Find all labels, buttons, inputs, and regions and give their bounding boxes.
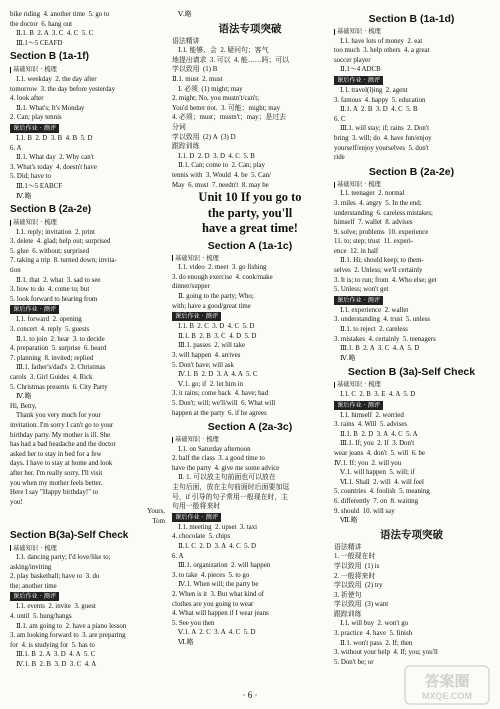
answer-line: Ⅰ.1. events 2. invite 3. guest (16, 603, 96, 611)
answer-line: 5. Unless; won't get (334, 286, 389, 294)
answer-line: 地提出请求 3. 可以 4. 能……吗；可以 (172, 56, 290, 64)
answer-line: Ⅰ.1. B 2. C 3. D 4. C 5. D (178, 323, 255, 331)
answer-line: Ⅰ.1. D 2. D 3. D 4. C 5. B (178, 152, 255, 160)
answer-line: 5. glue 6. without; surprised (10, 247, 90, 255)
answer-line: Thank you very much for your (16, 412, 101, 420)
answer-line: 7. taking a trip 8. turned down; invita- (10, 257, 117, 265)
answer-line: You'd better not. 3. 可能；might; may (172, 104, 281, 112)
answer-line: 主句后面，放在主句前面时后面要加逗 (172, 484, 290, 492)
answer-line: Ⅳ.略 (340, 354, 356, 362)
subsection-label-text: 基础知识 · 梳理 (337, 381, 381, 389)
answer-line: 3. mistakes 4. certainly 5. teenagers (334, 335, 436, 343)
answer-line: Ⅱ.1. B 2. B 3. C 4. D 5. D (178, 332, 257, 340)
answer-column-1 (10, 10, 165, 670)
answer-line: Ⅰ.1. forward 2. opening (16, 316, 82, 324)
answer-line: soccer player (334, 56, 371, 64)
answer-line: Ⅰ. 必须 (1) might; may (178, 85, 243, 93)
answer-line: 4. chocolate 5. chips (172, 533, 231, 541)
subsection-label (10, 544, 165, 554)
answer-line: Ⅱ. 1. 可以放主句前面也可以放在 (178, 474, 276, 482)
answer-line: Ⅲ.1. will stay; if; rains 2. Don't (340, 125, 430, 133)
homework-tag: 课后作业 · 测评 (10, 592, 59, 601)
answer-line: birthday party. My mother is ill. She (10, 431, 111, 439)
subsection-label-text: 基础知识 · 梳理 (13, 66, 57, 74)
answer-line: Ⅰ.1. himself 2. worried (340, 411, 404, 419)
answer-line: 5. look forward to hearing from (10, 295, 98, 303)
bar-marker (10, 220, 11, 226)
answer-line: May 6. must 7. needn't 8. may be (172, 181, 269, 189)
answer-line: Ⅱ.1. to join 2. hear 3. to decide (16, 335, 105, 343)
answer-line: Ⅱ.1. am going to 2. have a piano lesson (16, 622, 127, 630)
unit-title: Unit 10 If you go to (198, 190, 302, 205)
answer-line: Ⅰ.1. B 2. D 3. B 4. B 5. D (16, 134, 93, 142)
answer-line: tion (10, 267, 21, 275)
answer-line: Ⅳ.1. When will; the party be (178, 581, 259, 589)
watermark-logo (404, 665, 490, 705)
section-heading: 语法专项突破 (218, 22, 282, 35)
answer-line: days. I have to stay at home and look (10, 460, 113, 468)
homework-tag-row (172, 512, 328, 523)
answer-line: 9. should 10. will say (334, 507, 395, 515)
subsection-label-text: 基础知识 · 梳理 (175, 436, 219, 444)
answer-line: wear jeans 4. don't 5. will 6. be (334, 449, 425, 457)
answer-line: Ⅱ.1. must 2. must (172, 75, 223, 83)
answer-line: Ⅱ.1. Can; come to 2. Can; play (178, 162, 265, 170)
answer-line: 5. countries 4. foolish 5. meaning (334, 488, 430, 496)
answer-line: 3. miles 4. angry 5. In the end; (334, 199, 422, 207)
answer-line: Ⅴ.1. go; if 2. let him in (178, 380, 244, 388)
answer-line: 6. differently 7. on 8. waiting (334, 497, 419, 505)
answer-line: has had a bad headache and the doctor (10, 441, 116, 449)
bar-marker (334, 29, 335, 35)
answer-line: Ⅲ.1～5 EABCF (16, 182, 63, 190)
homework-tag-row (10, 123, 165, 134)
answer-line: with; have a good/great time (172, 302, 251, 310)
answer-line: Ⅵ.1. Shall 2. will 4. will feel (340, 478, 424, 486)
bar-marker (172, 255, 173, 261)
answer-line: bring 3. will; do 4. have fun/enjoy (334, 134, 432, 142)
answer-line: 3. without your help 4. If; you; you'll (334, 649, 438, 657)
answer-line: 3. It is; to run; from 4. Who else; get (334, 276, 437, 284)
answer-line: 4. 必须；must；mustn't；may；是过去 (172, 114, 287, 122)
answer-line: Ⅱ.1. won't pass 2. If; then (340, 639, 413, 647)
section-heading: Section B(3a)-Self Check (10, 529, 129, 541)
homework-tag-row (334, 400, 489, 411)
answer-line: 1. 一般现在时 (334, 553, 376, 561)
answer-line: the doctor 6. hang out (10, 20, 73, 28)
page-number: · 6 · (242, 690, 258, 700)
bar-marker (334, 182, 335, 188)
answer-line: ence 12. in half (334, 247, 379, 255)
answer-line: Ⅴ.1. will happen 5. will; if (340, 469, 415, 477)
answer-line: Ⅰ.1. meeting 2. upset 3. taxi (178, 523, 258, 531)
answer-line: 4. until 5. hung/hangs (10, 613, 72, 621)
answer-line: 3. do enough exercise 4. cook/make (172, 273, 273, 281)
homework-tag-row (334, 75, 489, 86)
answer-line: Ⅶ.略 (340, 517, 358, 525)
answer-line: Hi, Betty, (10, 402, 37, 410)
answer-line: bike riding 4. another time 5. go to (10, 11, 110, 18)
answer-line: 学以致用 (1) is (334, 562, 380, 570)
answer-line: 2. Can; play tennis (10, 114, 62, 122)
answer-line: Ⅰ.1. weekday 2. the day after (16, 75, 97, 83)
answer-line: Ⅱ.1. that 2. what 3. sad to see (16, 276, 101, 284)
unit-title: have a great time! (202, 221, 298, 236)
answer-line: have the party 4. give me some advice (172, 464, 280, 472)
answer-line: after her. I'm really sorry. I'll visit (10, 469, 103, 477)
answer-line: Ⅴ.1. A 2. C 3. A 4. C 5. D (178, 629, 256, 637)
answer-line: 学以致用 (1) B (172, 66, 218, 74)
unit-title: the party, you'll (207, 205, 293, 220)
answer-line: the; another time (10, 582, 57, 590)
answer-line: Ⅴ.略 (178, 11, 192, 18)
subsection-label-text: 基础知识 · 梳理 (337, 28, 381, 35)
homework-tag: 课后作业 · 测评 (334, 296, 383, 305)
answer-line: 2. 一般将来时 (334, 572, 376, 580)
answer-line: asked her to stay in bed for a few (10, 450, 102, 458)
answer-line: happen at the party 6. if he agrees (172, 409, 267, 417)
answer-line: Ⅰ.1. C 2. B 3. E 4. A 5. D (340, 391, 416, 398)
subsection-label (10, 65, 165, 75)
answer-line: Ⅰ.1. will buy 2. won't go (340, 620, 409, 628)
answer-line: 分词 (172, 123, 186, 131)
subsection-label (172, 254, 328, 264)
answer-line: 6. A (172, 552, 184, 560)
answer-line: 语法精讲 (334, 543, 362, 551)
answer-line: dinner/supper (172, 283, 210, 291)
answer-line: 3. 祈使句 (334, 591, 362, 599)
answer-line: 学以致用 (2) try (334, 582, 383, 590)
answer-line: 学以致用 (3) want (334, 601, 389, 609)
section-heading: Section B (2a-2e) (368, 165, 455, 178)
answer-line: ride (334, 154, 345, 162)
answer-line: Ⅱ.1. Hi; should keep; to them- (340, 257, 424, 265)
answer-line: Ⅱ.1～4 ADCB (340, 66, 381, 74)
answer-line: Ⅳ.1. B 2. D 3. A 4. A 5. C (178, 371, 258, 379)
subsection-label-text: 基础知识 · 梳理 (337, 180, 381, 188)
subsection-label-text: 基础知识 · 梳理 (175, 254, 219, 262)
section-heading: Section A (2a-3c) (207, 421, 293, 434)
answer-line: Ⅱ.1. What's; It's Monday (16, 104, 85, 112)
answer-line: 5. Don't; will; we'll/will 6. What will (172, 399, 276, 407)
answer-line: Ⅳ.略 (16, 393, 32, 401)
bar-marker (10, 545, 11, 551)
subsection-label-text: 基础知识 · 梳理 (13, 544, 57, 552)
answer-line: 11. to; step; trust 11. experi- (334, 238, 414, 246)
answer-line: 4. What will happen if I wear jeans (172, 610, 269, 618)
answer-line: 跟踪训练 (334, 610, 362, 618)
homework-tag: 课后作业 · 测评 (10, 305, 59, 314)
answer-column-3 (334, 10, 489, 667)
answer-line: 3. how to do 4. come to; but (10, 286, 90, 294)
answer-line: 5. Don't have; will ask (172, 361, 234, 369)
homework-tag: 课后作业 · 测评 (172, 513, 221, 522)
answer-line: 3. understanding 4. trust 5. unless (334, 316, 431, 324)
subsection-label (334, 380, 489, 390)
answer-line: Ⅰ.1. teenager 2. normal (340, 190, 405, 198)
answer-line: Ⅱ.1. B 2. A 3. C 4. C 5. C (16, 30, 94, 38)
answer-line: 3. rains 4. Will 5. advises (334, 421, 408, 429)
homework-tag: 课后作业 · 测评 (10, 124, 59, 133)
answer-line: Ⅲ.1～5 CEAFD (16, 39, 63, 47)
answer-line: 7. planning 8. invited; replied (10, 354, 94, 362)
answer-line: 2. play basketball; have to 3. do (10, 573, 100, 581)
homework-tag: 课后作业 · 测评 (334, 401, 383, 410)
answer-line: Here I say "Happy birthday!" to (10, 489, 99, 497)
answer-line: asking/inviting (10, 563, 52, 571)
svg-text:MXQE.COM: MXQE.COM (421, 691, 473, 701)
section-heading: 语法专项突破 (380, 528, 443, 541)
answer-line: yourself/enjoy yourselves 5. don't (334, 144, 429, 152)
answer-line: Ⅳ.略 (16, 192, 32, 200)
section-heading: Section A (1a-1c) (207, 239, 293, 252)
answer-line: Ⅰ.1. have lots of money 2. eat (340, 37, 423, 45)
bar-marker (10, 67, 11, 73)
answer-line: Ⅰ.1. travel(l)ing 2. agent (340, 86, 408, 94)
answer-line: 5. See you then (172, 619, 215, 627)
answer-line: tennis with 3. Would 4. be 5. Can/ (172, 171, 272, 179)
answer-line: Ⅰ.1. video 2. meet 3. go fishing (178, 264, 267, 272)
homework-tag: 课后作业 · 测评 (172, 312, 221, 321)
answer-line: 3. am looking forward to 3. are preparing (10, 632, 126, 640)
answer-line: 学以致用 (2) A (3) D (172, 133, 236, 141)
answer-line: selves 2. Unless; we'll certainly (334, 267, 423, 275)
answer-line: Ⅰ.1. experience 2. wallet (340, 306, 409, 314)
homework-tag-row (334, 295, 489, 306)
subsection-label-text: 基础知识 · 梳理 (13, 219, 57, 227)
answer-line: 3. What's today 4. doesn't have (10, 163, 97, 171)
subsection-label (172, 435, 328, 445)
answer-line: you! (10, 498, 23, 506)
homework-tag-row (172, 311, 328, 322)
answer-line: 3. will happen 4. arrives (172, 351, 241, 359)
answer-line: Ⅰ.1. 能够、会 2. 疑问句；客气 (178, 47, 269, 55)
answer-line: Ⅲ.1. passes 2. will take (178, 342, 246, 350)
homework-tag: 课后作业 · 测评 (334, 76, 383, 85)
answer-line: 5. Did; have to (10, 173, 51, 181)
answer-line: Ⅱ.1. to reject 2. careless (340, 326, 408, 334)
answer-line: Ⅵ.略 (178, 638, 194, 646)
answer-line: 2. When is it 3. But what kind of (172, 591, 264, 598)
answer-line: for 4. is studying for 5. has to (10, 641, 95, 649)
answer-line: 2. might; No, you mustn't/can't; (172, 95, 260, 103)
answer-line: 5. Don't be; or (334, 658, 374, 666)
answer-line: 5. Christmas presents 6. City Party (10, 383, 108, 391)
answer-line: 4. preparation 5. surprise 6. heard (10, 345, 107, 353)
answer-line: 语法精讲 (172, 37, 200, 45)
answer-line: 号，if 引导的句子常用一般现在时，主 (172, 493, 289, 501)
answer-line: Ⅳ.1. If; you 2. will you (334, 459, 402, 467)
answer-line: Ⅲ.1. B 2. A 3. C 4. A 5. D (340, 345, 420, 353)
answer-line: Ⅲ.1. If; you 2. If 3. Don't (340, 440, 415, 448)
answer-line: Ⅰ.1. on Saturday afternoon (178, 445, 251, 453)
subsection-label (10, 218, 165, 228)
answer-line: Ⅲ.1. father's/dad's 2. Christmas (16, 364, 106, 372)
answer-line: 6. C (334, 115, 346, 123)
bar-marker (334, 382, 335, 388)
answer-line: Ⅳ.1. B 2. B 3. D 3. C 4. A (16, 661, 97, 669)
answer-line: Ⅲ.1. B 2. A 3. D 4. A 5. C (16, 651, 96, 659)
answer-line: tomorrow 3. the day before yesterday (10, 85, 116, 93)
section-heading: Section B (3a)-Self Check (347, 366, 476, 379)
answer-line: Ⅰ.1. reply; invitation 2. print (16, 228, 95, 236)
answer-line: clothes are you going to wear (172, 600, 254, 608)
answer-line: 3. it rains; come back 4. have; bad (172, 390, 269, 398)
answer-line: 跟踪训练 (172, 143, 200, 151)
svg-text:答案圈: 答案圈 (424, 672, 470, 690)
answer-line: carols 3. Girl Guides 4. Rick (10, 374, 93, 381)
subsection-label (334, 27, 489, 37)
answer-line: understanding 6. careless mistakes; (334, 209, 433, 217)
answer-line: you when my mother feels better. (10, 479, 103, 487)
answer-column-2 (172, 10, 328, 648)
section-heading: Section B (1a-1f) (10, 51, 89, 63)
answer-line: 3. famous 4. happy 5. education (334, 96, 426, 104)
bar-marker (172, 437, 173, 443)
section-heading: Section B (2a-2e) (10, 204, 92, 216)
answer-line: Ⅱ.1. C 2. D 3. A 4. C 5. D (178, 543, 256, 551)
homework-tag-row (10, 304, 165, 315)
section-heading: Section B (1a-1d) (368, 13, 455, 25)
answer-line: 6. A (10, 144, 22, 152)
answer-line: 3. practice 4. have 5. finish (334, 630, 413, 638)
answer-line: 3. to take 4. pieces 5. to go (172, 571, 250, 579)
answer-line: invitation. I'm sorry I can't go to your (10, 421, 114, 429)
answer-line: himself 7. wallet 8. advises (334, 219, 413, 227)
answer-line: 3. concert 4. reply 5. guests (10, 326, 90, 334)
answer-line: 9. solve; problems 10. experience (334, 228, 429, 236)
answer-line: 3. delete 4. glad; help out; surprised (10, 238, 111, 246)
homework-tag-row (10, 591, 165, 602)
answer-line: Ⅰ.1. dancing party; I'd love/like to; (16, 554, 111, 562)
answer-line: 句用一般将来时 (172, 503, 221, 511)
answer-line: Ⅲ.1. organization 2. will happen (178, 562, 271, 570)
subsection-label (334, 180, 489, 190)
answer-line: 2. half the class 3. a good time to (172, 455, 265, 463)
answer-line: Tom (152, 517, 165, 525)
answer-line: Ⅱ.1. A 2. B 3. D 4. C 5. B (340, 106, 418, 114)
answer-line: Ⅱ.1. B 2. D 3. A 4. C 5. A (340, 430, 418, 438)
answer-line: 4. look after (10, 95, 44, 103)
answer-line: Ⅱ. going to the party; Who; (178, 292, 254, 300)
answer-line: too much 3. help others 4. a great (334, 47, 430, 55)
answer-line: Yours, (147, 508, 165, 516)
answer-line: Ⅱ.1. What day 2. Why can't (16, 154, 94, 162)
